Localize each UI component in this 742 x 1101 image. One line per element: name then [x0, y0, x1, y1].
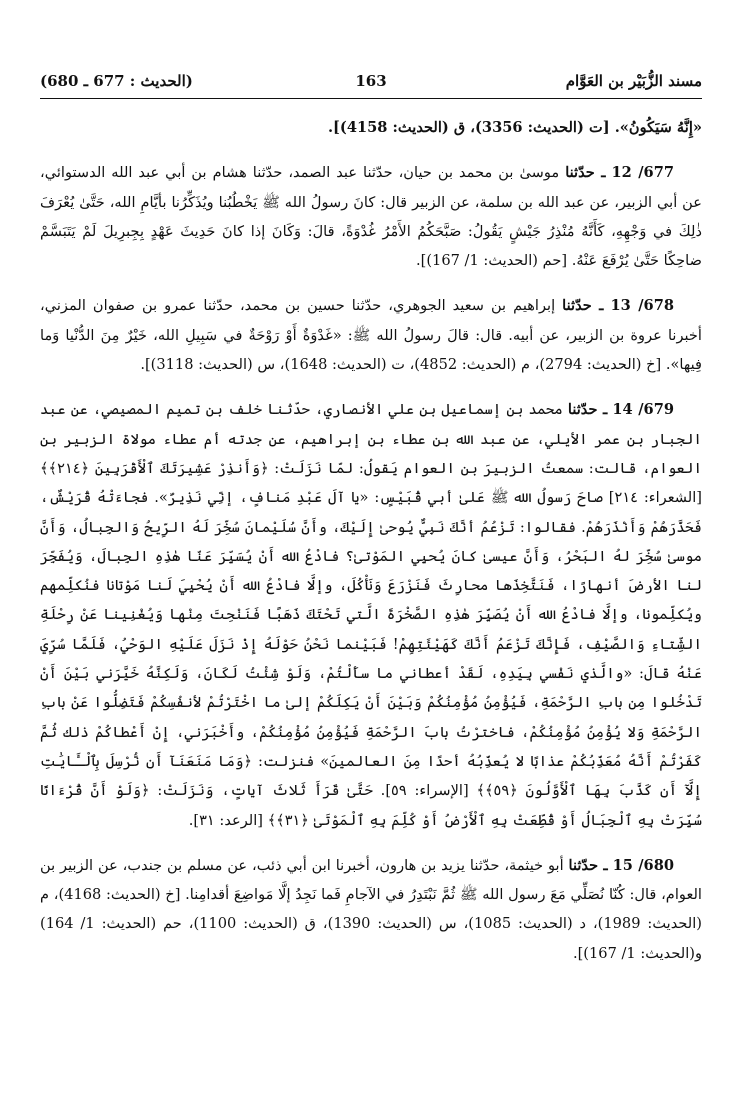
hadith-entry — [40, 291, 702, 379]
hadith-lead: ـ حدّثنا — [567, 401, 608, 419]
hadith-number: 680/ 15 — [612, 856, 675, 874]
page-number: 163 — [355, 72, 387, 90]
hadith-lead: ـ حدّثنا — [562, 297, 604, 315]
continuation-line: «إِنَّهُ سَيَكُونُ». [ت (الحديث: 3356)، ق (الحديث: 4158)]. — [327, 119, 702, 136]
hadith-number: 677/ 12 — [611, 164, 675, 182]
hadith-paragraph — [40, 851, 702, 968]
book-title: مسند الزُّبَيْر بن العَوَّام — [565, 72, 702, 90]
hadith-paragraph — [40, 291, 702, 379]
hadith-paragraph — [40, 395, 702, 834]
hadith-number: 679/ 14 — [612, 401, 675, 419]
page-body — [40, 113, 702, 968]
hadith-text: إبراهيم بن سعيد الجوهري، حدّثنا حسين بن محمد، حدّثنا عمرو بن صفوان المزني، أخبرنا عروة بن الزبير، عن أبيه. قال: قالَ رسولُ الله ﷺ: «غَدْوَةٌ أَوْ رَوْحَةٌ في سَبِيلِ الله، خَيْرٌ مِنَ الدُّنْيا وَما فِيها». [خ (الحديث: 2794)، م (الحديث: 4852)، ت (الحديث: 1648)، س (الحديث: 3118)]. — [40, 297, 702, 374]
hadith-range: (الحديث : 677 ـ 680) — [40, 72, 193, 90]
hadith-entry — [40, 158, 702, 275]
hadith-text: موسىٰ بن محمد بن حيان، حدّثنا عبد الصمد، حدّثنا هشام بن أبي عبد الله الدستوائي، عن أبي الزبير، عن عبد الله بن سلمة، عن الزبير قال: كانَ رسولُ الله ﷺ يَخْطُبُنا ويُذَكِّرُنا بأيَّامِ الله، حَتَّىٰ يُعْرَفَ ذٰلِكَ في وَجْهِهِ، كَأَنَّهُ مُنْذِرُ جَيْشٍ يَقُولُ: صَبَّحَكُمُ الأَمْرُ غُدْوَةً، قالَ: وَكَانَ إذا كانَ حَدِيثَ عَهْدٍ بِجِبرِيلَ لَمْ يَتَبَسَّمْ ضاحِكًا حَتَّىٰ يُرْفَعَ عَنْهُ. [حم (الحديث: 1/ 167)]. — [40, 164, 702, 270]
document-page — [40, 70, 702, 968]
hadith-lead: ـ حدّثنا — [568, 856, 608, 874]
hadith-number: 678/ 13 — [610, 297, 675, 315]
hadith-entry — [40, 851, 702, 968]
hadith-text: أبو خيثمة، حدّثنا يزيد بن هارون، أخبرنا ابن أبي ذئب، عن مسلم بن جندب، عن الزبير بن العوام، قال: كُنّا نُصَلِّي مَعَ رسول الله ﷺ ثُمَّ نَبْتَدِرُ في الآجامِ فَما نَجِدُ إلَّا مَواضِعَ أقدامِنا. [خ (الحديث: 4168)، م (الحديث: 1989)، د (الحديث: 1085)، س (الحديث: 1390)، ق (الحديث: 1100)، حم (الحديث: 1/ 164) و(الحديث: 1/ 167)]. — [40, 856, 702, 962]
running-header — [40, 70, 702, 99]
hadith-text: محمد بن إسماعيل بن علي الأنصاري، حدّثنا خلف بن تميم المصيصي، عن عبد الجبار بن عمر الأيلي، عن عبد الله بن عطاء بن إبراهيم، عن جدته أم عطاء مولاة الزبير بن العوام، قالت: سمعتُ الزبيرَ بن العوام يَقولُ: لمّا نَزَلَتْ: ﴿وَأَنذِرْ عَشِيرَتَكَ ٱلْأَقْرَبِينَ ﴿٢١٤﴾﴾ [الشعراء: ٢١٤] صاحَ رَسولُ الله ﷺ عَلىٰ أبي قُبَيْسٍ: «يا آلَ عَبْدِ مَنافٍ، إنِّي نَذِيرٌ». فجاءَتْهُ قُرَيْشٌ، فَحَذَّرَهُمْ وَأَنْذَرَهُمْ. فقالوا: تَزْعُمُ أنَّكَ نَبِيٌّ يُوحىٰ إِلَيْكَ، وأَنَّ سُلَيْمانَ سُخِّرَ لَهُ الرِّيحُ وَالجِبالُ، وَأَنَّ موسىٰ سُخِّرَ لهُ البَحْرُ، وَأَنَّ عيسىٰ كانَ يُحيِي المَوْتىٰ؟ فادْعُ الله أَنْ يُسَيِّرَ عَنّا هٰذِهِ الجِبالَ، وَيُفَجِّرَ لنا الأرضَ أنهارًا، فَنَتَّخِذَها محارِثَ فَنَزْرَعَ وَنَأْكُلَ، وإلَّا فادْعُ الله أَنْ يُحْيِيَ لَنا مَوْتانا فنُكلِّمهم ويُكلِّمونا، وإلَّا فادْعُ الله أَنْ يُصَيِّرَ هٰذِهِ الصَّخْرَةَ الَّتي تَحْتَكَ ذَهَبًا فَنَنْحِتَ مِنْها وَيُغْنِينا عَنْ رِحْلَةِ الشِّتاءِ وَالصَّيْفِ، فَإِنَّكَ تَزْعَمُ أَنَّكَ كَهَيْئَتِهِمْ! فَبَيْنما نَحْنُ حَوْلَهُ إِذْ نَزَلَ عَلَيْهِ الوَحْيُ، فَلَمَّا سُرِّيَ عَنْهُ قالَ: «والَّذي نَفْسي بِيَدِهِ، لَقَدْ أعطاني ما سأَلْتُمْ، وَلَوْ شِئْتُ لَكَانَ، وَلَكِنَّهُ خَيَّرَني بَيْنَ أَنْ تَدْخُلوا مِن بابِ الرَّحْمَةِ، فَيُؤْمِنُ مُؤْمِنُكُمْ وَبَيْنَ أَنْ يَكِلَكُمْ إلىٰ ما اخْتَرْتُمْ لأنفُسِكُمْ فَتَضِلُّوا عَنْ بابِ الرَّحْمَةِ وَلا يُؤْمِنُ مُؤْمِنُكُمْ، فاخترْتُ بابَ الرَّحْمَةِ فَيُؤْمِنُ مُؤْمِنُكُمْ، وأَخْبَرَني، إِنْ أَعْطاكُمْ ذلك ثُمَّ كَفَرْتُمْ أَنَّهُ مُعَذِّبُكُمْ عذابًا لا يُعذِّبُهُ أحدًا مِنَ العالمينَ» فنزلت: ﴿وَمَا مَنَعَنَآ أَن نُّرْسِلَ بِٱلْـَٔايَٰتِ إِلَّآ أَن كَذَّبَ بِهَا ٱلْأَوَّلُونَ ﴿٥٩﴾﴾ [الإسراء: ٥٩]. حَتَّىٰ قَرَأَ ثَلاثَ آياتٍ، وَنَزَلَتْ: ﴿وَلَوْ أَنَّ قُرْءَانًا سُيِّرَتْ بِهِ ٱلْجِبَالُ أَوْ قُطِّعَتْ بِهِ ٱلْأَرْضُ أَوْ كُلِّمَ بِهِ ٱلْمَوْتَىٰ ﴿٣١﴾﴾ [الرعد: ٣١]. — [40, 401, 702, 829]
hadith-paragraph — [40, 158, 702, 275]
hadith-entry — [40, 395, 702, 834]
hadith-lead: ـ حدّثنا — [565, 164, 606, 182]
